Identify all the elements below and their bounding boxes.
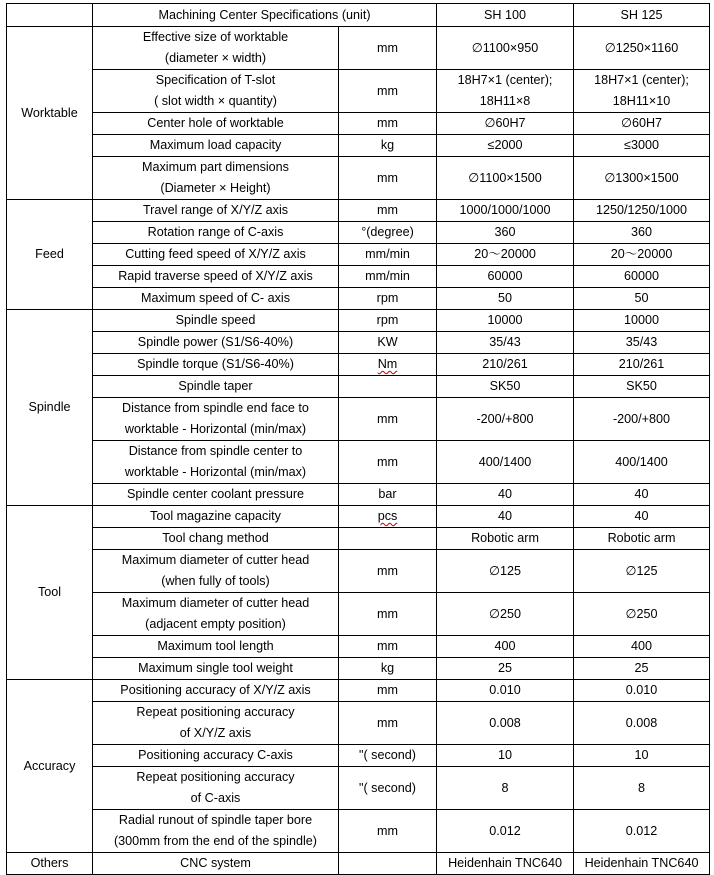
table-row: [7, 244, 710, 266]
table-row: [7, 354, 710, 376]
spec-unit: mm: [339, 113, 437, 135]
spec-unit: mm/min: [339, 266, 437, 288]
table-row: [7, 113, 710, 135]
table-row: [7, 200, 710, 222]
spec-unit: mm: [339, 70, 437, 113]
spec-value-sh100: 1000/1000/1000: [437, 200, 574, 222]
spec-unit: mm: [339, 680, 437, 702]
spec-label: Repeat positioning accuracy of C-axis: [93, 767, 339, 810]
spec-label: Maximum diameter of cutter head (adjacent empty position): [93, 593, 339, 636]
spec-value-sh125: 360: [574, 222, 710, 244]
spec-value-sh100: Heidenhain TNC640: [437, 853, 574, 875]
spec-value-sh125: ≤3000: [574, 135, 710, 157]
spec-value-sh100: 35/43: [437, 332, 574, 354]
spec-value-sh125: 25: [574, 658, 710, 680]
group-label-feed: Feed: [7, 200, 93, 310]
spec-value-sh125: ∅250: [574, 593, 710, 636]
table-row: [7, 441, 710, 484]
spec-unit: KW: [339, 332, 437, 354]
spec-value-sh100: ∅125: [437, 550, 574, 593]
table-row: [7, 680, 710, 702]
spec-unit: rpm: [339, 288, 437, 310]
spec-value-sh100: 210/261: [437, 354, 574, 376]
spec-value-sh100: 8: [437, 767, 574, 810]
spec-table: [6, 3, 710, 875]
spec-unit: mm/min: [339, 244, 437, 266]
spec-value-sh125: Heidenhain TNC640: [574, 853, 710, 875]
spec-label: Effective size of worktable (diameter × width): [93, 27, 339, 70]
spec-label: Maximum single tool weight: [93, 658, 339, 680]
spec-label: Maximum diameter of cutter head (when fully of tools): [93, 550, 339, 593]
group-label-accuracy: Accuracy: [7, 680, 93, 853]
spec-value-sh125: -200/+800: [574, 398, 710, 441]
spec-unit: mm: [339, 593, 437, 636]
spec-value-sh125: 210/261: [574, 354, 710, 376]
spec-label: Radial runout of spindle taper bore (300mm from the end of the spindle): [93, 810, 339, 853]
spec-value-sh100: ≤2000: [437, 135, 574, 157]
group-label-tool: Tool: [7, 506, 93, 680]
spec-unit: rpm: [339, 310, 437, 332]
spec-value-sh125: ∅1300×1500: [574, 157, 710, 200]
spec-label: Positioning accuracy of X/Y/Z axis: [93, 680, 339, 702]
spec-label: Tool magazine capacity: [93, 506, 339, 528]
table-row: [7, 593, 710, 636]
spec-value-sh100: Robotic arm: [437, 528, 574, 550]
table-row: [7, 745, 710, 767]
spec-unit: bar: [339, 484, 437, 506]
spec-value-sh100: 400/1400: [437, 441, 574, 484]
spec-unit: mm: [339, 636, 437, 658]
table-row: [7, 484, 710, 506]
spec-value-sh125: 0.012: [574, 810, 710, 853]
spec-value-sh125: 60000: [574, 266, 710, 288]
spec-value-sh125: ∅125: [574, 550, 710, 593]
spec-label: Distance from spindle end face to worktable - Horizontal (min/max): [93, 398, 339, 441]
table-row: [7, 157, 710, 200]
table-row: [7, 27, 710, 70]
spec-label: Center hole of worktable: [93, 113, 339, 135]
spec-value-sh100: 18H7×1 (center); 18H11×8: [437, 70, 574, 113]
spec-label: Spindle speed: [93, 310, 339, 332]
spec-unit: [339, 506, 437, 528]
spec-unit: mm: [339, 810, 437, 853]
spec-value-sh125: 400/1400: [574, 441, 710, 484]
table-row: [7, 135, 710, 157]
spec-unit: mm: [339, 157, 437, 200]
spec-unit: °(degree): [339, 222, 437, 244]
table-row: [7, 222, 710, 244]
spec-value-sh100: 400: [437, 636, 574, 658]
spec-label: Positioning accuracy C-axis: [93, 745, 339, 767]
header-model-sh100: SH 100: [437, 4, 574, 27]
header-blank-cell: [7, 4, 93, 27]
spec-value-sh100: -200/+800: [437, 398, 574, 441]
header-row: [7, 4, 710, 27]
spec-unit: mm: [339, 702, 437, 745]
spec-value-sh100: 40: [437, 506, 574, 528]
spec-value-sh125: 0.008: [574, 702, 710, 745]
spec-value-sh100: ∅1100×1500: [437, 157, 574, 200]
spec-value-sh125: 400: [574, 636, 710, 658]
spec-label: Spindle power (S1/S6-40%): [93, 332, 339, 354]
spec-value-sh100: ∅250: [437, 593, 574, 636]
spec-value-sh125: ∅60H7: [574, 113, 710, 135]
spec-value-sh125: 0.010: [574, 680, 710, 702]
spec-unit: mm: [339, 441, 437, 484]
spec-label: Maximum part dimensions (Diameter × Height): [93, 157, 339, 200]
spec-value-sh125: ∅1250×1160: [574, 27, 710, 70]
spec-value-sh100: 20～20000: [437, 244, 574, 266]
spec-label: Spindle torque (S1/S6-40%): [93, 354, 339, 376]
group-label-others: Others: [7, 853, 93, 875]
spec-value-sh100: 0.010: [437, 680, 574, 702]
spec-value-sh125: 1250/1250/1000: [574, 200, 710, 222]
spec-label: Maximum tool length: [93, 636, 339, 658]
table-row: [7, 310, 710, 332]
spec-value-sh100: 25: [437, 658, 574, 680]
spec-label: Rapid traverse speed of X/Y/Z axis: [93, 266, 339, 288]
table-row: [7, 332, 710, 354]
table-row: [7, 853, 710, 875]
header-title: Machining Center Specifications (unit): [93, 4, 437, 27]
spec-unit: [339, 853, 437, 875]
spec-label: CNC system: [93, 853, 339, 875]
spec-unit: mm: [339, 550, 437, 593]
spec-label: Spindle taper: [93, 376, 339, 398]
spec-value-sh100: 50: [437, 288, 574, 310]
spec-label: Travel range of X/Y/Z axis: [93, 200, 339, 222]
group-label-worktable: Worktable: [7, 27, 93, 200]
table-row: [7, 636, 710, 658]
spec-value-sh125: 10: [574, 745, 710, 767]
spec-label: Specification of T-slot ( slot width × quantity): [93, 70, 339, 113]
spec-label: Distance from spindle center to worktable - Horizontal (min/max): [93, 441, 339, 484]
spec-unit: kg: [339, 135, 437, 157]
spec-value-sh100: 10: [437, 745, 574, 767]
spec-unit: kg: [339, 658, 437, 680]
table-row: [7, 506, 710, 528]
spec-unit: "( second): [339, 745, 437, 767]
spec-label: Cutting feed speed of X/Y/Z axis: [93, 244, 339, 266]
spec-label: Maximum speed of C- axis: [93, 288, 339, 310]
spec-value-sh100: ∅1100×950: [437, 27, 574, 70]
spec-value-sh125: 40: [574, 506, 710, 528]
spec-unit: mm: [339, 398, 437, 441]
spec-unit: mm: [339, 27, 437, 70]
spec-value-sh125: SK50: [574, 376, 710, 398]
spec-label: Rotation range of C-axis: [93, 222, 339, 244]
table-row: [7, 70, 710, 113]
spec-value-sh100: 0.012: [437, 810, 574, 853]
spec-value-sh125: 10000: [574, 310, 710, 332]
spec-unit: [339, 376, 437, 398]
spec-value-sh100: SK50: [437, 376, 574, 398]
table-row: [7, 266, 710, 288]
spec-unit: mm: [339, 200, 437, 222]
spec-label: Tool chang method: [93, 528, 339, 550]
spec-value-sh100: 360: [437, 222, 574, 244]
spec-unit: [339, 354, 437, 376]
spec-value-sh125: 8: [574, 767, 710, 810]
spec-value-sh100: 0.008: [437, 702, 574, 745]
table-row: [7, 550, 710, 593]
spec-unit-text: pcs: [377, 509, 398, 523]
spec-label: Spindle center coolant pressure: [93, 484, 339, 506]
spec-unit: [339, 528, 437, 550]
spec-unit-text: Nm: [377, 357, 398, 371]
spec-value-sh100: 40: [437, 484, 574, 506]
spec-value-sh125: 20～20000: [574, 244, 710, 266]
spec-value-sh125: 40: [574, 484, 710, 506]
table-row: [7, 398, 710, 441]
spec-label: Repeat positioning accuracy of X/Y/Z axis: [93, 702, 339, 745]
spec-value-sh125: 18H7×1 (center); 18H11×10: [574, 70, 710, 113]
table-row: [7, 658, 710, 680]
spec-unit: "( second): [339, 767, 437, 810]
spec-value-sh100: ∅60H7: [437, 113, 574, 135]
table-row: [7, 528, 710, 550]
table-row: [7, 288, 710, 310]
table-row: [7, 702, 710, 745]
spec-value-sh125: Robotic arm: [574, 528, 710, 550]
header-model-sh125: SH 125: [574, 4, 710, 27]
group-label-spindle: Spindle: [7, 310, 93, 506]
table-row: [7, 767, 710, 810]
spec-label: Maximum load capacity: [93, 135, 339, 157]
table-row: [7, 376, 710, 398]
spec-value-sh100: 60000: [437, 266, 574, 288]
spec-value-sh100: 10000: [437, 310, 574, 332]
spec-value-sh125: 50: [574, 288, 710, 310]
table-row: [7, 810, 710, 853]
spec-value-sh125: 35/43: [574, 332, 710, 354]
